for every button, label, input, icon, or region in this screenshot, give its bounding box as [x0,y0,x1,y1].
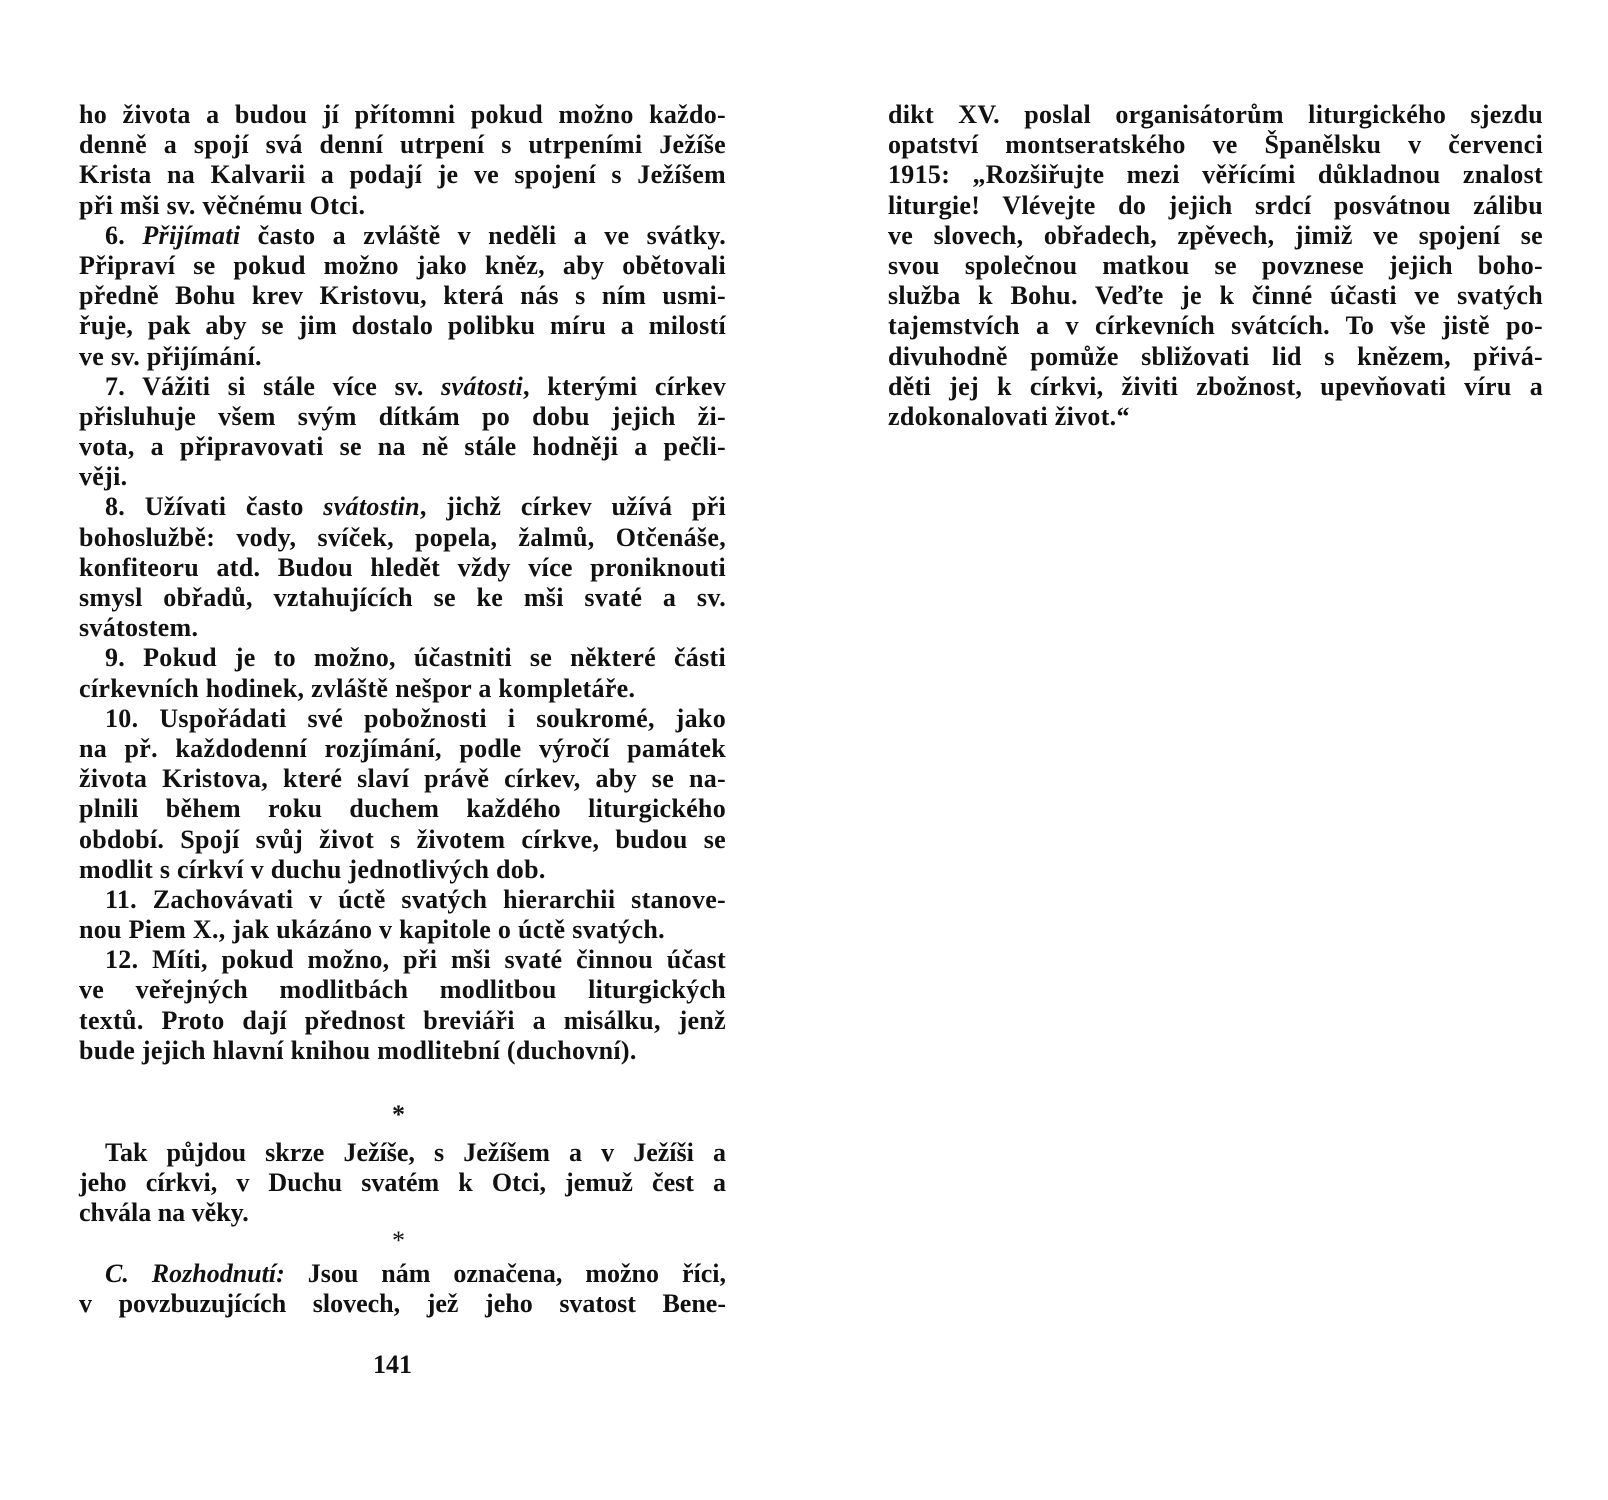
text-line: bohoslužbě: vody, svíček, popela, žalmů, Otčenáše, [79,522,726,552]
list-item-lead: 10. Uspořádati své pobožnosti i soukromé, jako [105,703,726,733]
text-line: liturgie! Vlévejte do jejich srdcí posvátnou zálibu [888,190,1543,220]
text-line: v povzbuzujících slovech, jež jeho svatost Bene- [79,1289,726,1319]
list-item-continuation: , kterými církev [523,371,726,401]
text-line: ve sv. přijímání. [79,341,262,371]
text-line: ve slovech, obřadech, zpěvech, jimiž ve spojení se [888,220,1543,250]
emphasized-term: svátosti [441,371,523,401]
text-line: konfiteoru atd. Budou hledět vždy více proniknouti [79,552,726,582]
text-line: opatství montseratského ve Španělsku v červenci [888,130,1543,160]
list-item-lead: 9. Pokud je to možno, účastniti se některé části [105,643,726,673]
list-item-lead: 6. [105,220,143,250]
text-line: divuhodně pomůže sbližovati lid s knězem, přivá- [888,341,1543,371]
list-item-lead: 8. Užívati často [105,492,324,522]
text-line: ve veřejných modlitbách modlitbou liturgických [79,975,726,1005]
separator-asterisk: * [392,1100,405,1129]
text-line: chvála na věky. [79,1198,249,1228]
text-line: řuje, pak aby se jim dostalo polibku míru a milostí [79,311,726,341]
closing-paragraph [79,1138,726,1229]
right-column [888,100,1543,432]
list-item-lead: 11. Zachovávati v úctě svatých hierarchii stanove- [105,884,726,914]
emphasized-term: svátostin [323,492,420,522]
list-item-first-line [79,643,726,673]
separator-asterisk-2: * [392,1226,405,1255]
page-number: 141 [373,1350,412,1379]
text-line: jeho církvi, v Duchu svatém k Otci, jemuž čest a [79,1168,726,1198]
section-c-paragraph [79,1259,726,1319]
list-item-first-line [79,945,726,975]
text-line: vota, a připravovati se na ně stále hodněji a pečli- [79,432,726,462]
list-item-first-line [79,704,726,734]
text-line: života Kristova, které slaví právě církev, aby se na- [79,764,726,794]
text-line: plnili během roku duchem každého liturgického [79,794,726,824]
text-line: církevních hodinek, zvláště nešpor a kompletáře. [79,673,636,703]
text-line: bude jejich hlavní knihou modlitební (duchovní). [79,1035,637,1065]
list-item-first-line [79,885,726,915]
text-line: ho života a budou jí přítomni pokud možno každo- [79,100,726,129]
text-line: přisluhuje všem svým dítkám po dobu jejich ži- [79,401,726,431]
text-line: předně Bohu krev Kristovu, která nás s ním usmi- [79,281,726,311]
list-item-first-line [79,221,726,251]
section-c-text: Jsou nám označena, možno říci, [284,1259,727,1288]
text-line: 1915: „Rozšiřujte mezi věřícími důkladnou znalost [888,160,1543,190]
text-line: Krista na Kalvarii a podají je ve spojení s Ježíšem [79,160,726,190]
list-item-first-line [79,372,726,402]
list-item-continuation: často a zvláště v neděli a ve svátky. [240,220,726,250]
text-line: zdokonalovati život.“ [888,401,1130,431]
text-line: děti jej k církvi, živiti zbožnost, upevňovati víru a [888,371,1543,401]
section-c-label: C. Rozhodnutí: [105,1259,285,1288]
text-line: období. Spojí svůj život s životem církve, budou se [79,824,726,854]
emphasized-term: Přijímati [142,220,241,250]
text-line: textů. Proto dají přednost breviáři a misálku, jenž [79,1005,726,1035]
list-item-continuation: , jichž církev užívá při [419,492,727,522]
text-line: na př. každodenní rozjímání, podle výročí památek [79,733,726,763]
text-line: svou společnou matkou se povznese jejich boho- [888,250,1543,280]
text-line: věji. [79,462,128,492]
text-line: služba k Bohu. Veďte je k činné účasti ve svatých [888,281,1543,311]
section-c-first-line [79,1259,726,1289]
list-item-first-line [79,492,726,522]
text-line: při mši sv. věčnému Otci. [79,190,366,220]
list-item-lead: 12. Míti, pokud možno, při mši svaté činnou účast [105,945,726,975]
text-line: dikt XV. poslal organisátorům liturgického sjezdu [888,100,1543,129]
left-column [79,100,726,1066]
text-line: Tak půjdou skrze Ježíše, s Ježíšem a v Ježíši a [105,1138,726,1167]
text-line: nou Piem X., jak ukázáno v kapitole o úctě svatých. [79,915,665,945]
text-line: svátostem. [79,613,199,643]
text-line: tajemstvích a v církevních svátcích. To vše jistě po- [888,311,1543,341]
text-line: Připraví se pokud možno jako kněz, aby obětovali [79,250,726,280]
text-line: modlit s církví v duchu jednotlivých dob. [79,854,546,884]
text-line: denně a spojí svá denní utrpení s utrpeními Ježíše [79,130,726,160]
list-item-lead: 7. Vážiti si stále více sv. [105,371,442,401]
text-line: smysl obřadů, vztahujících se ke mši svaté a sv. [79,583,726,612]
